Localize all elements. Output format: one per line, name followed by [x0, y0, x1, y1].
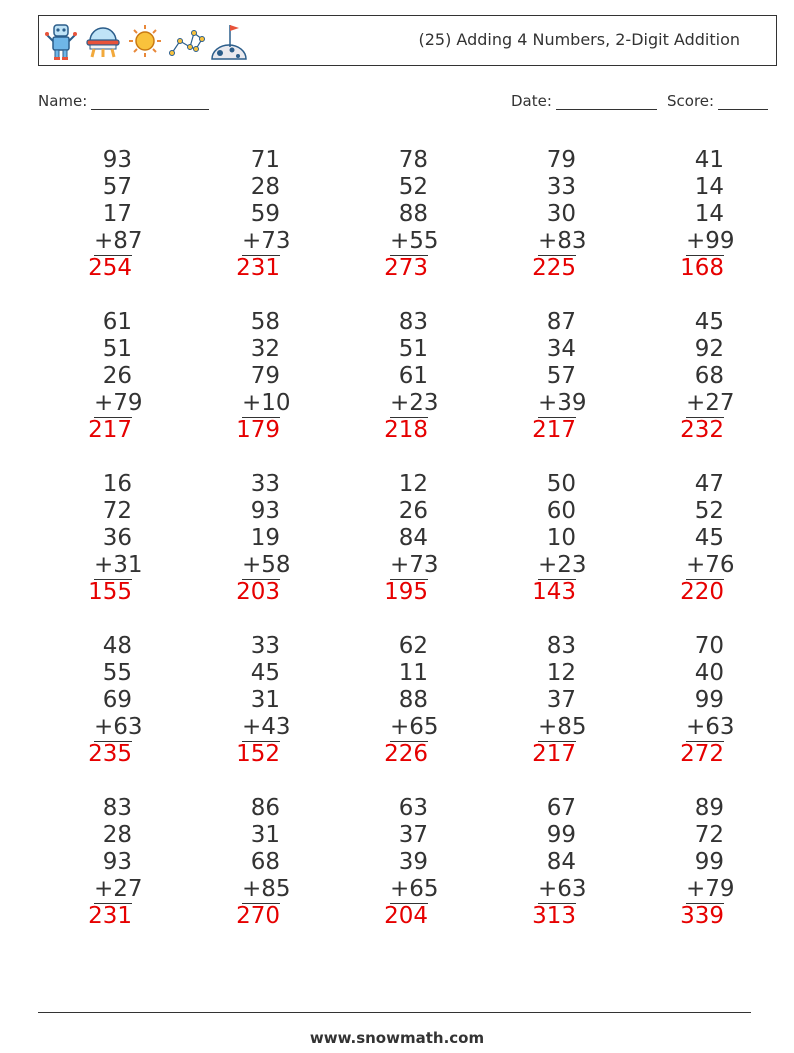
answer: 313: [532, 903, 576, 929]
problem: [644, 471, 735, 606]
addend-row: [52, 390, 143, 417]
addend: 89: [694, 795, 724, 821]
addend-last: +73: [242, 228, 291, 254]
addend: 72: [102, 498, 132, 524]
addend-row: [52, 876, 143, 903]
addend: 39: [398, 849, 428, 875]
addend: 45: [250, 660, 280, 686]
answer: 152: [236, 741, 280, 767]
addend: 69: [102, 687, 132, 713]
addend: 12: [398, 471, 428, 497]
answer: 272: [680, 741, 724, 767]
addend-last: +10: [242, 390, 291, 416]
problem: [496, 147, 587, 282]
addend-row: [52, 714, 143, 741]
problem: [644, 795, 735, 930]
addend: 61: [102, 309, 132, 335]
addend-row: [496, 552, 587, 579]
answer: 179: [236, 417, 280, 443]
problem: [644, 309, 735, 444]
addend: 61: [398, 363, 428, 389]
addend: 17: [102, 201, 132, 227]
addend-last: +27: [94, 876, 143, 902]
problem: [348, 147, 439, 282]
addend: 51: [102, 336, 132, 362]
ufo-icon: [84, 19, 122, 63]
answer: 217: [88, 417, 132, 443]
addend-last: +87: [94, 228, 143, 254]
problem: [348, 633, 439, 768]
addend-last: +58: [242, 552, 291, 578]
addend-last: +23: [390, 390, 439, 416]
addend-last: +63: [94, 714, 143, 740]
addend-last: +65: [390, 714, 439, 740]
addend-last: +43: [242, 714, 291, 740]
sun-icon: [126, 19, 164, 63]
problem: [52, 147, 143, 282]
addend: 31: [250, 822, 280, 848]
addend: 93: [102, 849, 132, 875]
addend: 88: [398, 687, 428, 713]
answer: 220: [680, 579, 724, 605]
header-box: [38, 15, 777, 66]
addend-last: +23: [538, 552, 587, 578]
name-field: [38, 92, 209, 110]
answer: 273: [384, 255, 428, 281]
addend: 99: [546, 822, 576, 848]
problem: [348, 795, 439, 930]
problem: [348, 471, 439, 606]
addend-last: +99: [686, 228, 735, 254]
problem: [200, 309, 291, 444]
addend: 52: [694, 498, 724, 524]
addend-row: [348, 390, 439, 417]
addend: 87: [546, 309, 576, 335]
problem: [200, 471, 291, 606]
addend: 68: [250, 849, 280, 875]
answer: 203: [236, 579, 280, 605]
addend: 47: [694, 471, 724, 497]
addend: 36: [102, 525, 132, 551]
addend: 57: [102, 174, 132, 200]
addend-last: +85: [242, 876, 291, 902]
addend: 63: [398, 795, 428, 821]
addend: 68: [694, 363, 724, 389]
addend: 55: [102, 660, 132, 686]
addend-row: [496, 228, 587, 255]
addend: 50: [546, 471, 576, 497]
answer: 143: [532, 579, 576, 605]
constellation-icon: [168, 19, 206, 63]
date-label: Date:: [511, 92, 552, 110]
addend-last: +39: [538, 390, 587, 416]
addend-row: [348, 228, 439, 255]
addend: 37: [546, 687, 576, 713]
addend-last: +63: [538, 876, 587, 902]
addend: 60: [546, 498, 576, 524]
addend: 30: [546, 201, 576, 227]
addend-row: [644, 714, 735, 741]
addend: 40: [694, 660, 724, 686]
addend: 32: [250, 336, 280, 362]
answer: 235: [88, 741, 132, 767]
addend-last: +76: [686, 552, 735, 578]
addend: 45: [694, 309, 724, 335]
answer: 217: [532, 741, 576, 767]
addend-row: [644, 228, 735, 255]
addend: 83: [102, 795, 132, 821]
answer: 225: [532, 255, 576, 281]
answer: 195: [384, 579, 428, 605]
addend: 14: [694, 174, 724, 200]
moon-flag-icon: [210, 19, 248, 63]
addend: 99: [694, 849, 724, 875]
addend: 84: [546, 849, 576, 875]
problem: [200, 633, 291, 768]
addend-row: [52, 552, 143, 579]
addend-last: +85: [538, 714, 587, 740]
addend: 33: [250, 633, 280, 659]
answer: 217: [532, 417, 576, 443]
addend: 41: [694, 147, 724, 173]
addend-row: [200, 228, 291, 255]
addend: 93: [102, 147, 132, 173]
addend-row: [496, 390, 587, 417]
answer: 168: [680, 255, 724, 281]
problem: [496, 633, 587, 768]
addend-row: [200, 876, 291, 903]
addend: 59: [250, 201, 280, 227]
addend-row: [200, 552, 291, 579]
addend: 57: [546, 363, 576, 389]
addend: 83: [546, 633, 576, 659]
addend-row: [348, 876, 439, 903]
answer: 226: [384, 741, 428, 767]
addend: 84: [398, 525, 428, 551]
problem: [200, 147, 291, 282]
answer: 231: [88, 903, 132, 929]
addend: 86: [250, 795, 280, 821]
footer-site: www.snowmath.com: [309, 1029, 485, 1047]
problem: [200, 795, 291, 930]
addend-row: [52, 228, 143, 255]
robot-icon: [42, 19, 80, 63]
addend-row: [200, 390, 291, 417]
date-field: [511, 92, 657, 110]
addend: 26: [398, 498, 428, 524]
addend: 48: [102, 633, 132, 659]
name-label: Name:: [38, 92, 88, 110]
addend: 19: [250, 525, 280, 551]
header-icons: [42, 19, 248, 63]
answer: 339: [680, 903, 724, 929]
problem: [496, 471, 587, 606]
score-blank: [718, 93, 768, 110]
problem: [496, 795, 587, 930]
addend-last: +31: [94, 552, 143, 578]
answer: 270: [236, 903, 280, 929]
addend: 14: [694, 201, 724, 227]
addend: 70: [694, 633, 724, 659]
addend: 52: [398, 174, 428, 200]
addend: 51: [398, 336, 428, 362]
addend: 11: [398, 660, 428, 686]
addend: 83: [398, 309, 428, 335]
addend: 33: [546, 174, 576, 200]
addend-row: [348, 552, 439, 579]
addend: 72: [694, 822, 724, 848]
addend: 10: [546, 525, 576, 551]
addend: 34: [546, 336, 576, 362]
addend-last: +79: [94, 390, 143, 416]
addend-row: [644, 876, 735, 903]
answer: 231: [236, 255, 280, 281]
addend-row: [644, 552, 735, 579]
problem: [348, 309, 439, 444]
score-label: Score:: [667, 92, 715, 110]
addend-row: [348, 714, 439, 741]
addend: 33: [250, 471, 280, 497]
addend: 28: [102, 822, 132, 848]
addend: 93: [250, 498, 280, 524]
addend: 31: [250, 687, 280, 713]
addend: 26: [102, 363, 132, 389]
addend-last: +27: [686, 390, 735, 416]
addend-row: [644, 390, 735, 417]
addend: 67: [546, 795, 576, 821]
problem: [644, 147, 735, 282]
addend: 37: [398, 822, 428, 848]
answer: 155: [88, 579, 132, 605]
addend-last: +83: [538, 228, 587, 254]
addend: 58: [250, 309, 280, 335]
worksheet-title: (25) Adding 4 Numbers, 2-Digit Addition: [418, 30, 740, 49]
addend: 45: [694, 525, 724, 551]
addend: 92: [694, 336, 724, 362]
addend: 12: [546, 660, 576, 686]
addend: 79: [546, 147, 576, 173]
addend: 16: [102, 471, 132, 497]
problem: [496, 309, 587, 444]
problem: [52, 471, 143, 606]
addend: 62: [398, 633, 428, 659]
answer: 254: [88, 255, 132, 281]
score-field: [667, 92, 768, 110]
addend-last: +63: [686, 714, 735, 740]
addend-last: +65: [390, 876, 439, 902]
addend: 78: [398, 147, 428, 173]
answer: 232: [680, 417, 724, 443]
addend: 88: [398, 201, 428, 227]
problem: [52, 795, 143, 930]
addend: 99: [694, 687, 724, 713]
problem: [52, 309, 143, 444]
name-blank: [91, 93, 209, 110]
answer: 218: [384, 417, 428, 443]
problem: [52, 633, 143, 768]
addend-last: +73: [390, 552, 439, 578]
addend: 71: [250, 147, 280, 173]
addend: 79: [250, 363, 280, 389]
addend-row: [496, 876, 587, 903]
addend: 28: [250, 174, 280, 200]
date-blank: [556, 93, 657, 110]
addend-last: +55: [390, 228, 439, 254]
addend-row: [200, 714, 291, 741]
addend-row: [496, 714, 587, 741]
footer-divider: [38, 1012, 751, 1013]
answer: 204: [384, 903, 428, 929]
addend-last: +79: [686, 876, 735, 902]
problem: [644, 633, 735, 768]
